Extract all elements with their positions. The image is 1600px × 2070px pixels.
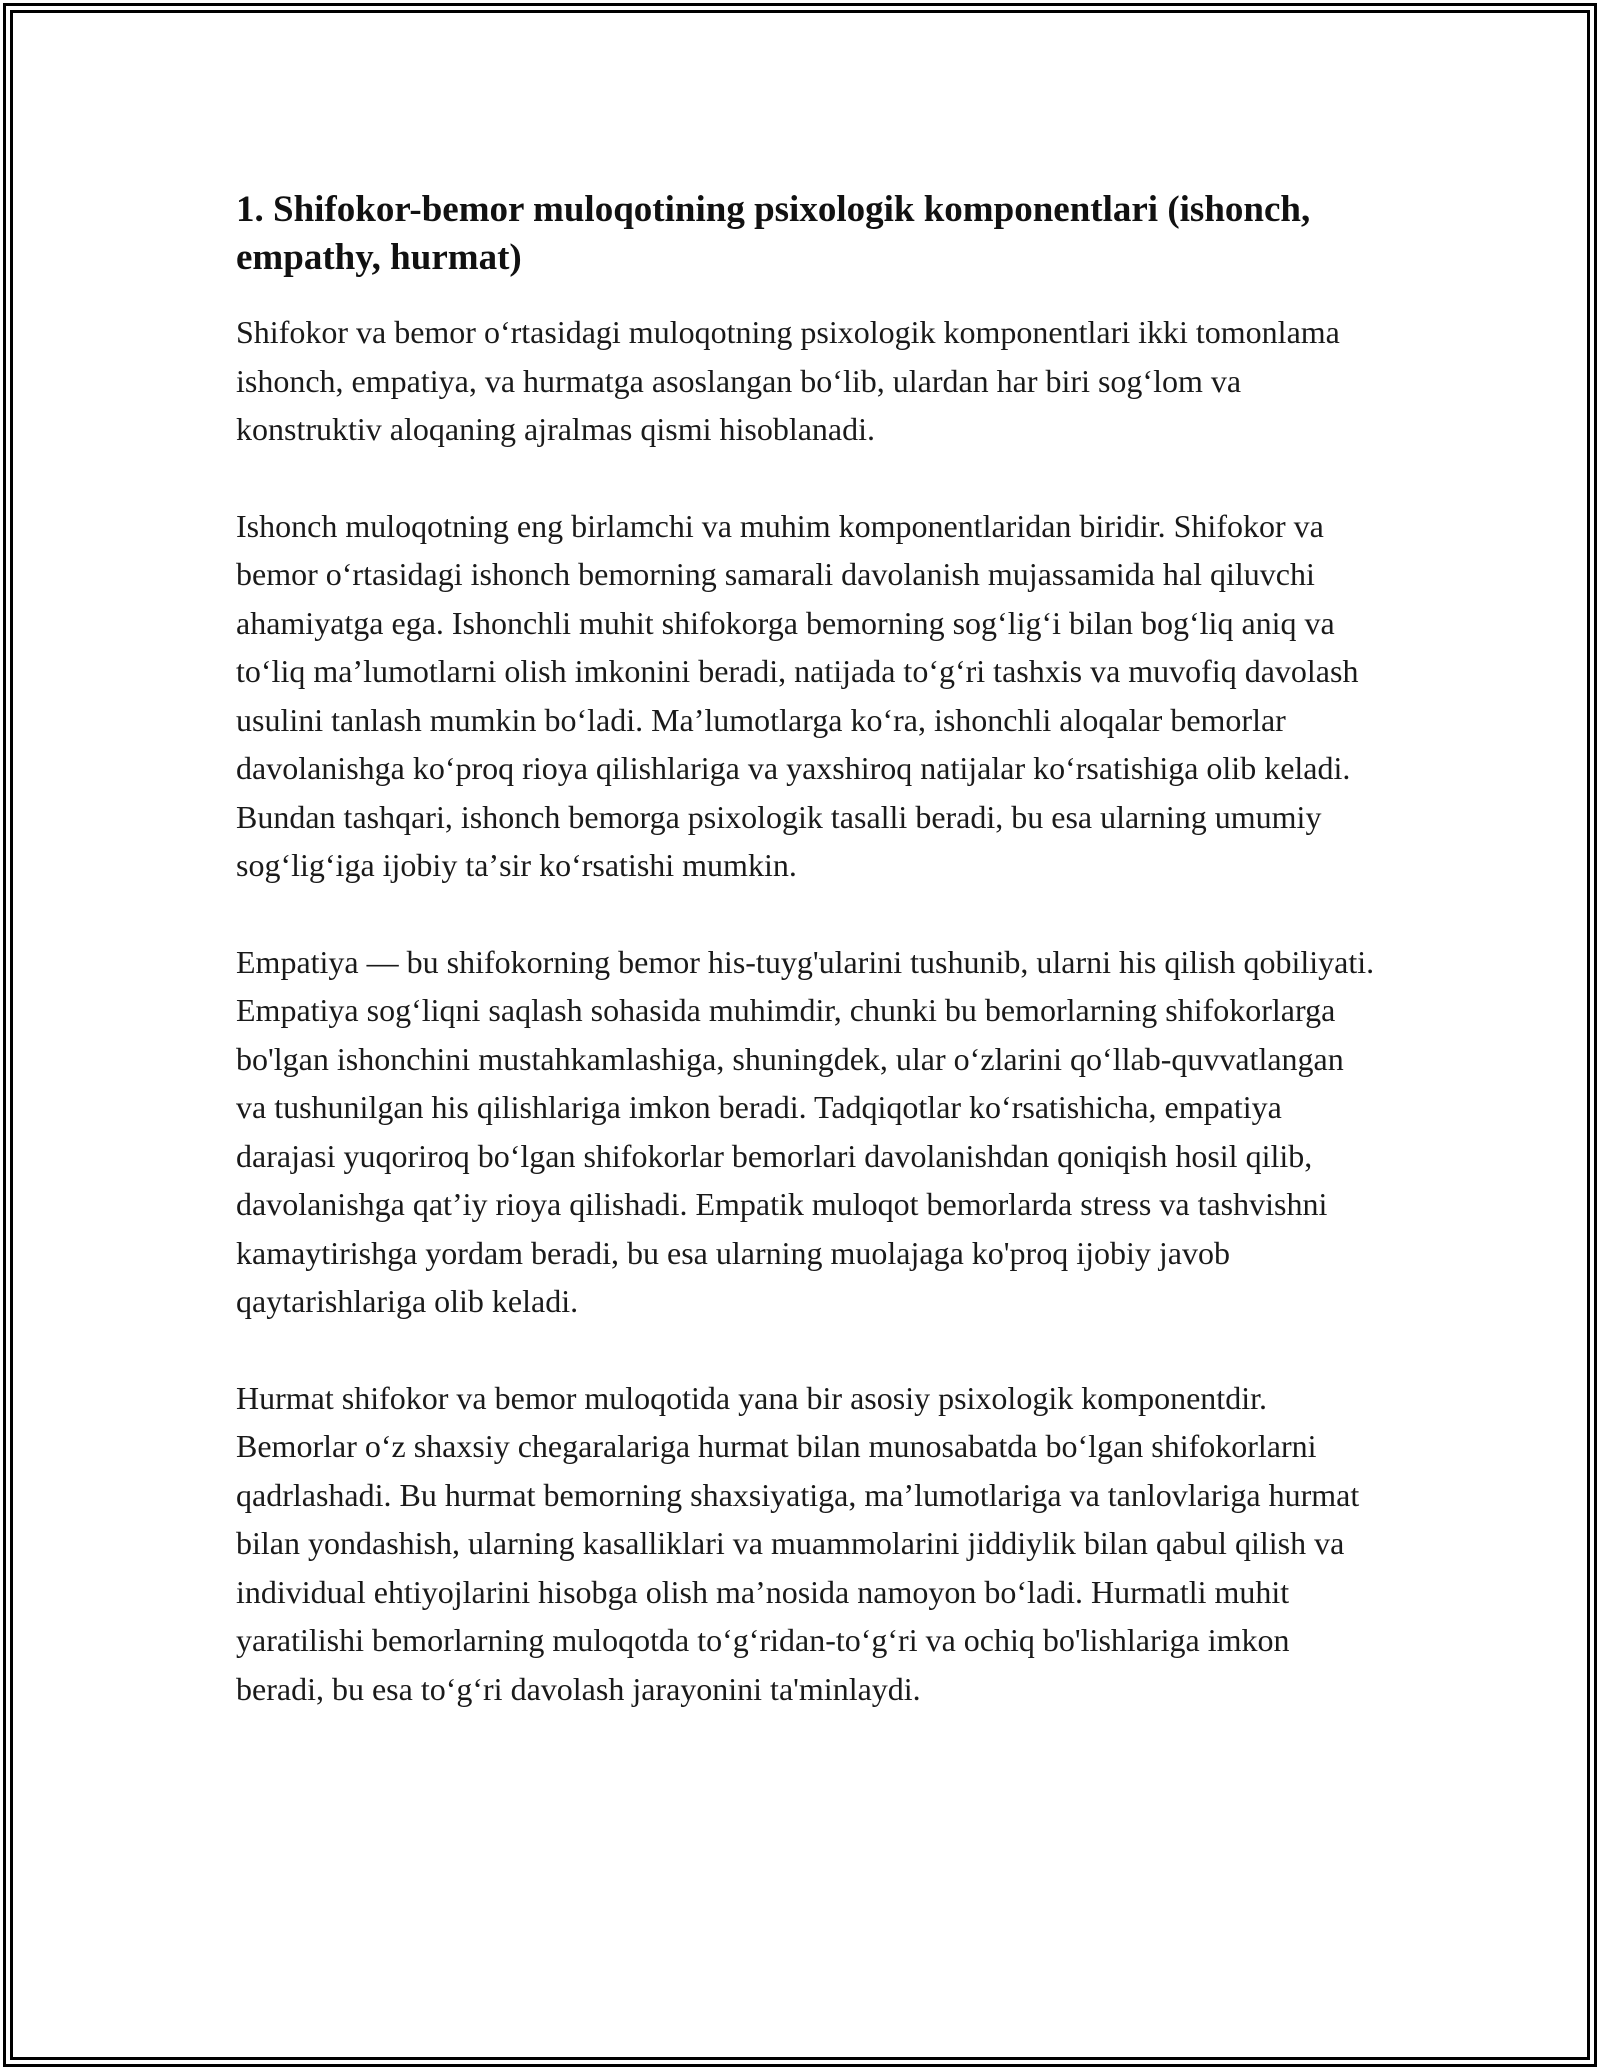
paragraph-intro: Shifokor va bemor oʻrtasidagi muloqotning psixologik komponentlari ikki tomonlama ishonch, empatiya, va hurmatga asoslangan boʻlib, ulardan har biri sogʻlom va konstruktiv aloqaning ajralmas qismi hisoblanadi. <box>236 314 1340 447</box>
paragraph-trust: Ishonch muloqotning eng birlamchi va muhim komponentlaridan biridir. Shifokor va bemor oʻrtasidagi ishonch bemorning samarali davolanish mujassamida hal qiluvchi ahamiyatga ega. Ishonchli muhit shifokorga bemorning sogʻligʻi bilan bogʻliq aniq va toʻliq maʼlumotlarni olish imkonini beradi, natijada toʻgʻri tashxis va muvofiq davolash usulini tanlash mumkin boʻladi. Maʼlumotlarga koʻra, ishonchli aloqalar bemorlar davolanishga koʻproq rioya qilishlariga va yaxshiroq natijalar koʻrsatishiga olib keladi. Bundan tashqari, ishonch bemorga psixologik tasalli beradi, bu esa ularning umumiy sogʻligʻiga ijobiy taʼsir koʻrsatishi mumkin. <box>236 507 1359 883</box>
paragraph-respect: Hurmat shifokor va bemor muloqotida yana bir asosiy psixologik komponentdir. Bemorlar oʻz shaxsiy chegaralariga hurmat bilan munosabatda boʻlgan shifokorlarni qadrlashadi. Bu hurmat bemorning shaxsiyatiga, maʼlumotlariga va tanlovlariga hurmat bilan yondashish, ularning kasalliklari va muammolarini jiddiylik bilan qabul qilish va individual ehtiyojlarini hisobga olish maʼnosida namoyon boʻladi. Hurmatli muhit yaratilishi bemorlarning muloqotda toʻgʻridan-toʻgʻri va ochiq bo'lishlariga imkon beradi, bu esa toʻgʻri davolash jarayonini ta'minlaydi. <box>236 1379 1360 1707</box>
section-heading: 1. Shifokor-bemor muloqotining psixologik komponentlari (ishonch, empathy, hurmat) <box>236 189 1311 278</box>
paragraph-empathy: Empatiya — bu shifokorning bemor his-tuyg'ularini tushunib, ularni his qilish qobiliyati. Empatiya sogʻliqni saqlash sohasida muhimdir, chunki bu bemorlarning shifokorlarga bo'lgan ishonchini mustahkamlashiga, shuningdek, ular oʻzlarini qoʻllab-quvvatlangan va tushunilgan his qilishlariga imkon beradi. Tadqiqotlar koʻrsatishicha, empatiya darajasi yuqoriroq boʻlgan shifokorlar bemorlari davolanishdan qoniqish hosil qilib, davolanishga qatʼiy rioya qilishadi. Empatik muloqot bemorlarda stress va tashvishni kamaytirishga yordam beradi, bu esa ularning muolajaga ko'proq ijobiy javob qaytarishlariga olib keladi. <box>236 943 1375 1319</box>
document-body <box>236 186 1376 1713</box>
